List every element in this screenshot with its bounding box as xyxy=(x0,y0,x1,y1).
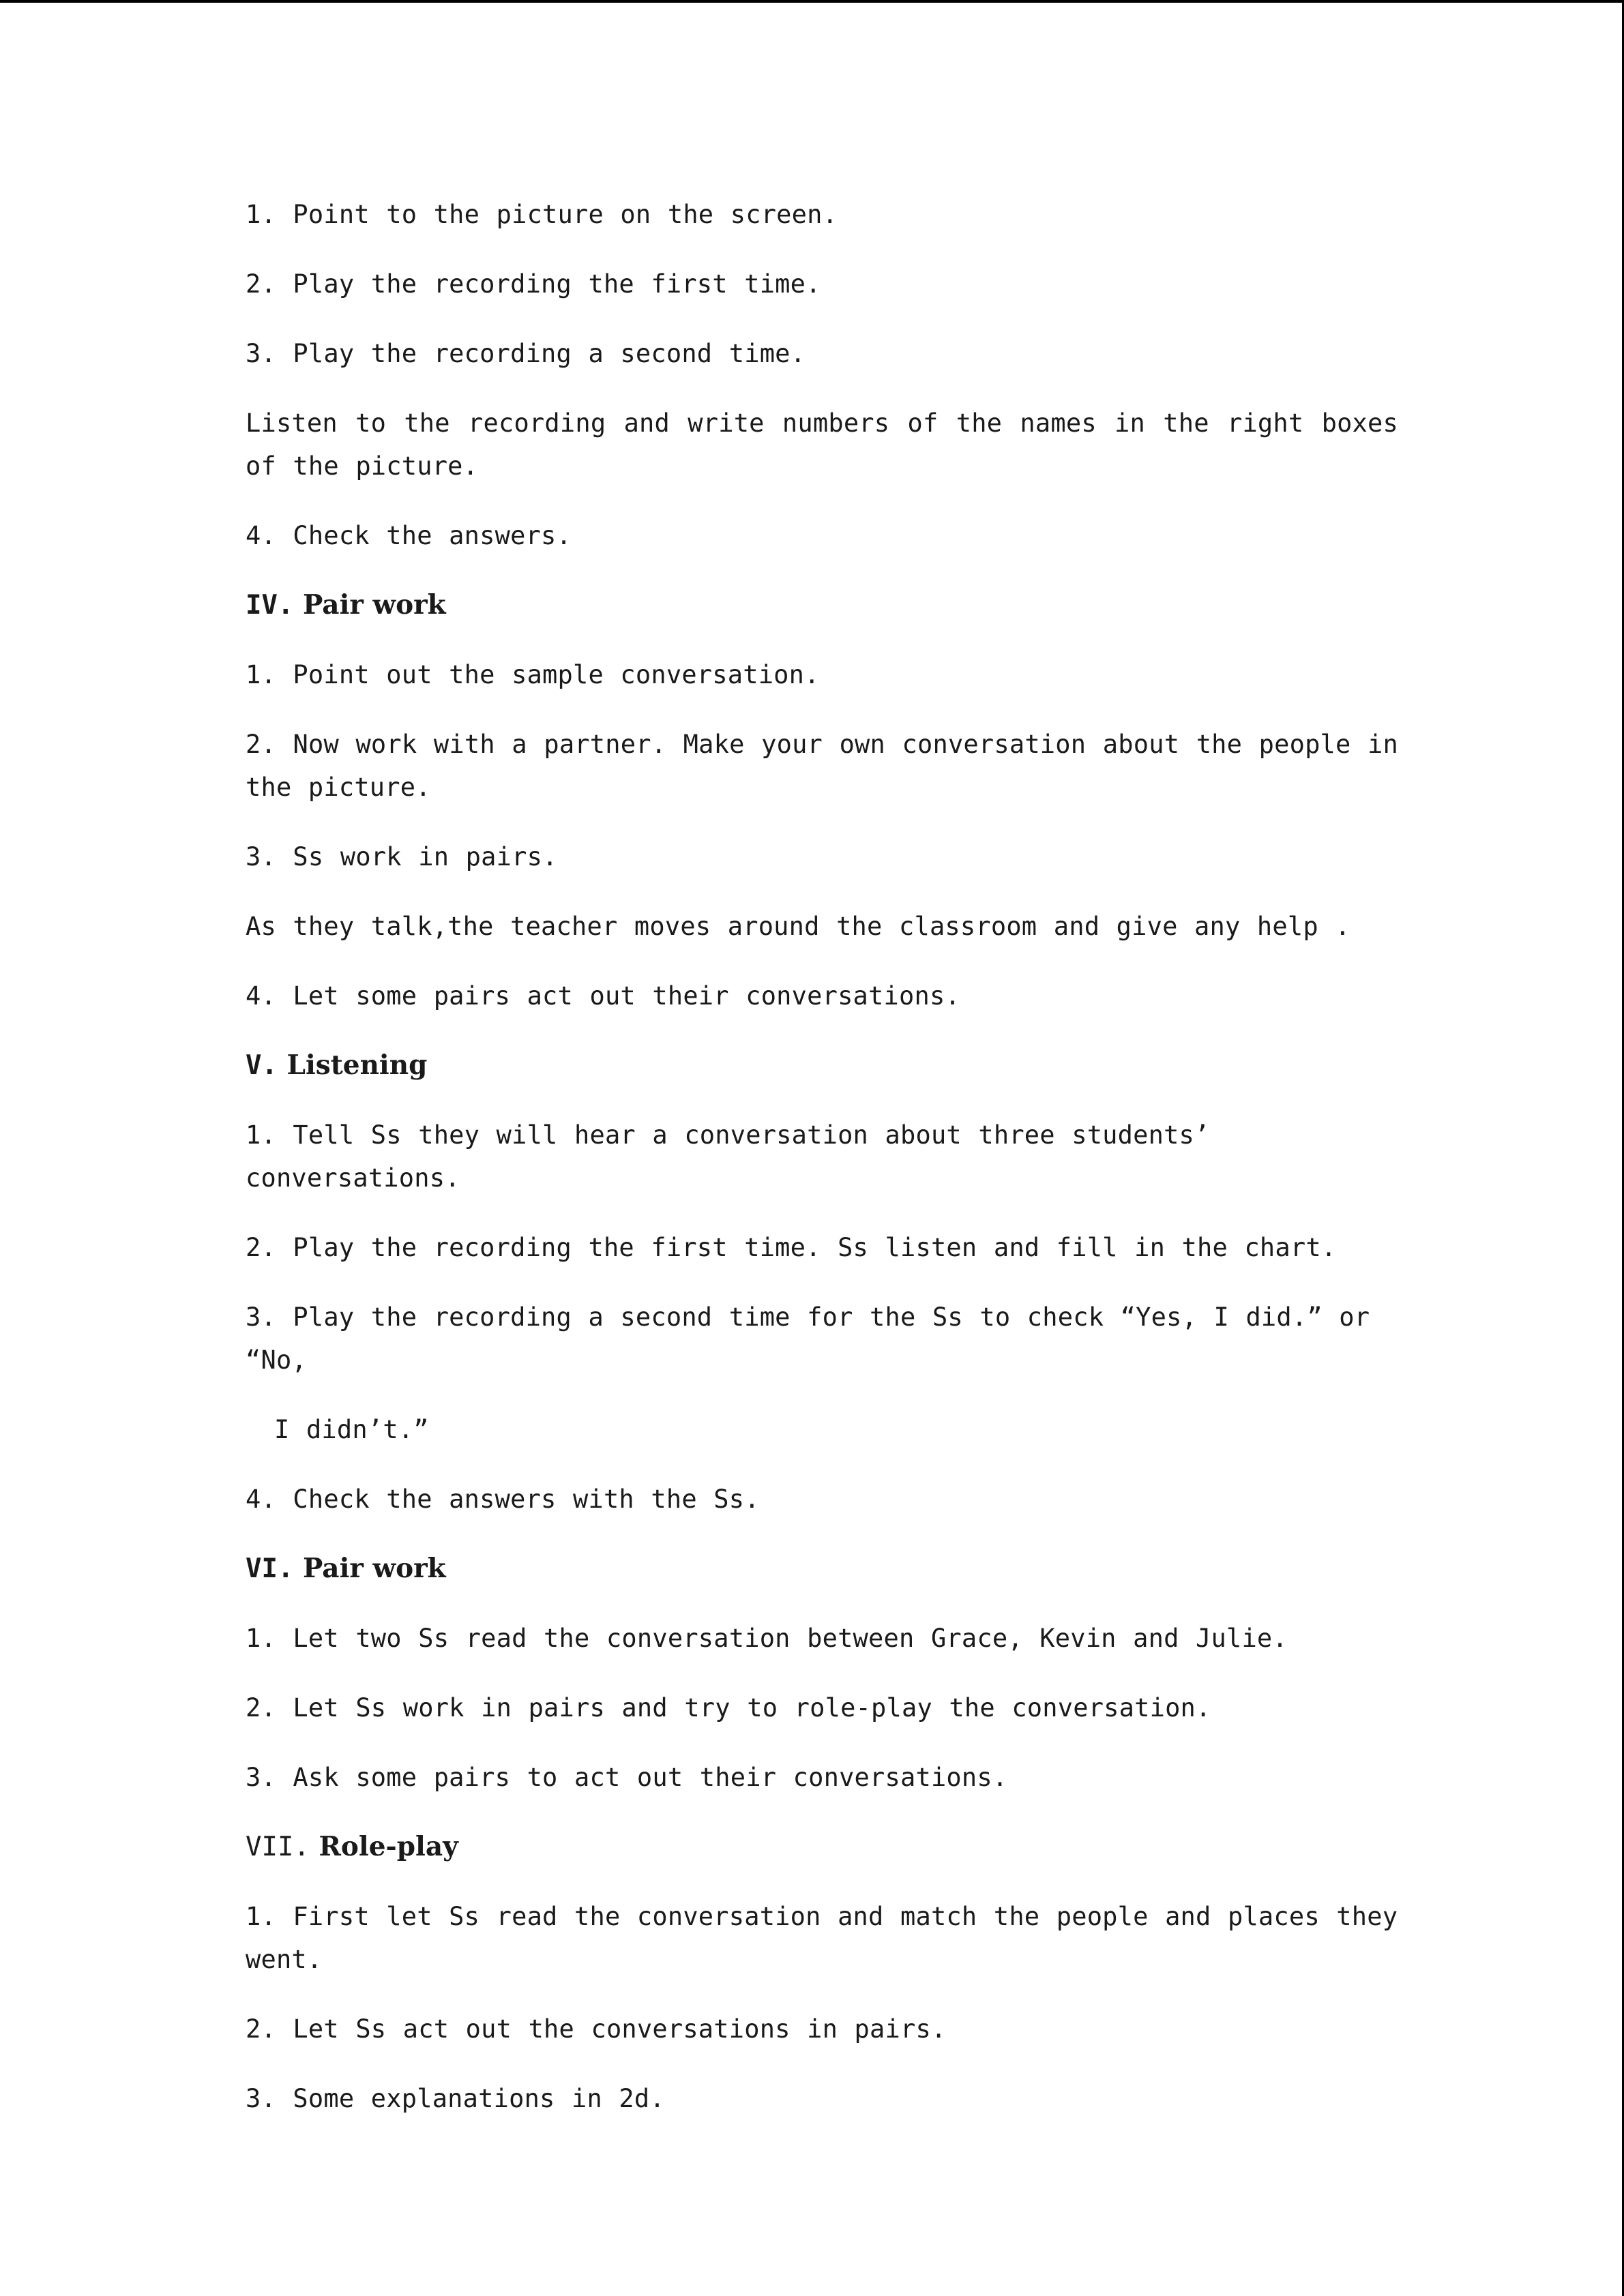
step-act-out: 4. Let some pairs act out their conversations. xyxy=(246,981,960,1011)
step-play-first: 2. Play the recording the first time. xyxy=(246,269,821,299)
note-teacher-help: As they talk,the teacher moves around the classroom and give any help . xyxy=(246,912,1350,941)
step-play-check: 3. Play the recording a second time for the Ss to check “Yes, I did.” or “No, xyxy=(246,1302,1387,1375)
step-act-out-pairs: 2. Let Ss act out the conversations in pairs. xyxy=(246,2014,947,2044)
section-heading-pair-work-vi xyxy=(246,1547,1398,1590)
step-ss-pairs: 3. Ss work in pairs. xyxy=(246,842,558,871)
section-heading-role-play-vii xyxy=(246,1825,1398,1868)
step-check-with-ss: 4. Check the answers with the Ss. xyxy=(246,1485,760,1514)
document-body xyxy=(246,193,1415,2147)
section-title: Listening xyxy=(277,1049,428,1081)
section-heading-listening-v xyxy=(246,1044,1398,1087)
step-work-partner: 2. Now work with a partner. Make your own conversation about the people in the picture. xyxy=(246,730,1415,802)
section-number: VII. xyxy=(246,1832,310,1862)
step-play-second: 3. Play the recording a second time. xyxy=(246,339,806,368)
instruction-listen-write: Listen to the recording and write numbers of the names in the right boxes of the picture. xyxy=(246,408,1415,481)
step-play-fill-chart: 2. Play the recording the first time. Ss listen and fill in the chart. xyxy=(246,1233,1337,1262)
step-ask-pairs: 3. Ask some pairs to act out their conversations. xyxy=(246,1763,1008,1792)
section-number: VI. xyxy=(246,1553,294,1584)
step-play-check-continued: I didn’t.” xyxy=(274,1415,429,1444)
step-match-people-places: 1. First let Ss read the conversation and match the people and places they went. xyxy=(246,1902,1415,1974)
step-read-conversation: 1. Let two Ss read the conversation between Grace, Kevin and Julie. xyxy=(246,1624,1288,1653)
step-role-play-pairs: 2. Let Ss work in pairs and try to role-play the conversation. xyxy=(246,1693,1211,1723)
section-title: Role-play xyxy=(309,1831,458,1862)
section-number: V. xyxy=(246,1050,278,1081)
section-heading-pair-work-iv xyxy=(246,584,1398,627)
section-number: IV. xyxy=(246,590,294,621)
section-title: Pair work xyxy=(293,1553,446,1584)
step-point-picture: 1. Point to the picture on the screen. xyxy=(246,200,838,229)
step-explanations: 3. Some explanations in 2d. xyxy=(246,2084,665,2113)
page-top-border xyxy=(0,0,1624,3)
step-tell-ss: 1. Tell Ss they will hear a conversation about three students’ conversations. xyxy=(246,1120,1226,1193)
step-point-sample: 1. Point out the sample conversation. xyxy=(246,660,820,689)
step-check-answers: 4. Check the answers. xyxy=(246,521,572,550)
section-title: Pair work xyxy=(293,589,446,621)
